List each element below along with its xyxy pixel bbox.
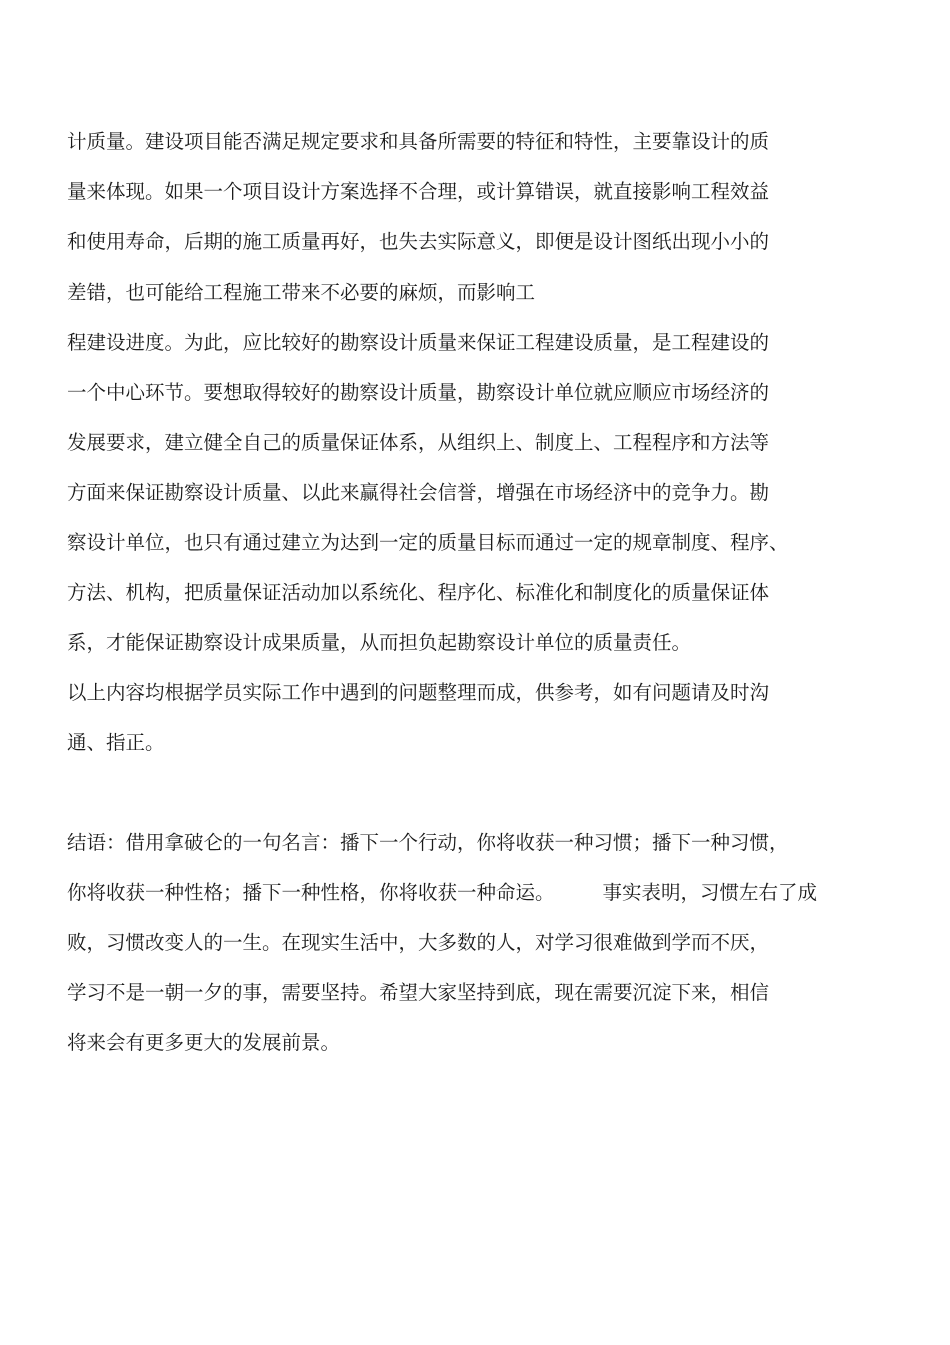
text-line: 系，才能保证勘察设计成果质量，从而担负起勘察设计单位的质量责任。 (67, 631, 692, 654)
conclusion-line: 结语：借用拿破仑的一句名言：播下一个行动，你将收获一种习惯；播下一种习惯， (67, 831, 789, 854)
text-line: 通、指正。 (67, 731, 165, 754)
text-line: 和使用寿命，后期的施工质量再好，也失去实际意义，即便是设计图纸出现小小的 (67, 230, 770, 253)
text-line: 一个中心环节。要想取得较好的勘察设计质量，勘察设计单位就应顺应市场经济的 (67, 381, 770, 404)
conclusion-line (67, 881, 817, 905)
text-line: 以上内容均根据学员实际工作中遇到的问题整理而成，供参考，如有问题请及时沟 (67, 681, 770, 704)
text-line: 方面来保证勘察设计质量、以此来赢得社会信誉，增强在市场经济中的竞争力。勘 (67, 481, 770, 504)
conclusion-line-part: 事实表明，习惯左右了成 (602, 881, 818, 904)
text-line: 量来体现。如果一个项目设计方案选择不合理，或计算错误，就直接影响工程效益 (67, 180, 770, 203)
conclusion-line: 败，习惯改变人的一生。在现实生活中，大多数的人，对学习很难做到学而不厌， (67, 931, 770, 954)
text-line: 发展要求，建立健全自己的质量保证体系，从组织上、制度上、工程程序和方法等 (67, 431, 770, 454)
conclusion-line: 学习不是一朝一夕的事，需要坚持。希望大家坚持到底，现在需要沉淀下来，相信 (67, 981, 770, 1004)
text-line: 差错，也可能给工程施工带来不必要的麻烦，而影响工 (67, 281, 536, 304)
text-line: 程建设进度。为此，应比较好的勘察设计质量来保证工程建设质量，是工程建设的 (67, 331, 770, 354)
text-line: 计质量。建设项目能否满足规定要求和具备所需要的特征和特性，主要靠设计的质 (67, 130, 770, 153)
conclusion-line: 将来会有更多更大的发展前景。 (67, 1031, 341, 1054)
conclusion-line-part: 你将收获一种性格；播下一种性格，你将收获一种命运。 (67, 881, 555, 904)
text-line: 察设计单位，也只有通过建立为达到一定的质量目标而通过一定的规章制度、程序、 (67, 531, 789, 554)
text-line: 方法、机构，把质量保证活动加以系统化、程序化、标准化和制度化的质量保证体 (67, 581, 770, 604)
